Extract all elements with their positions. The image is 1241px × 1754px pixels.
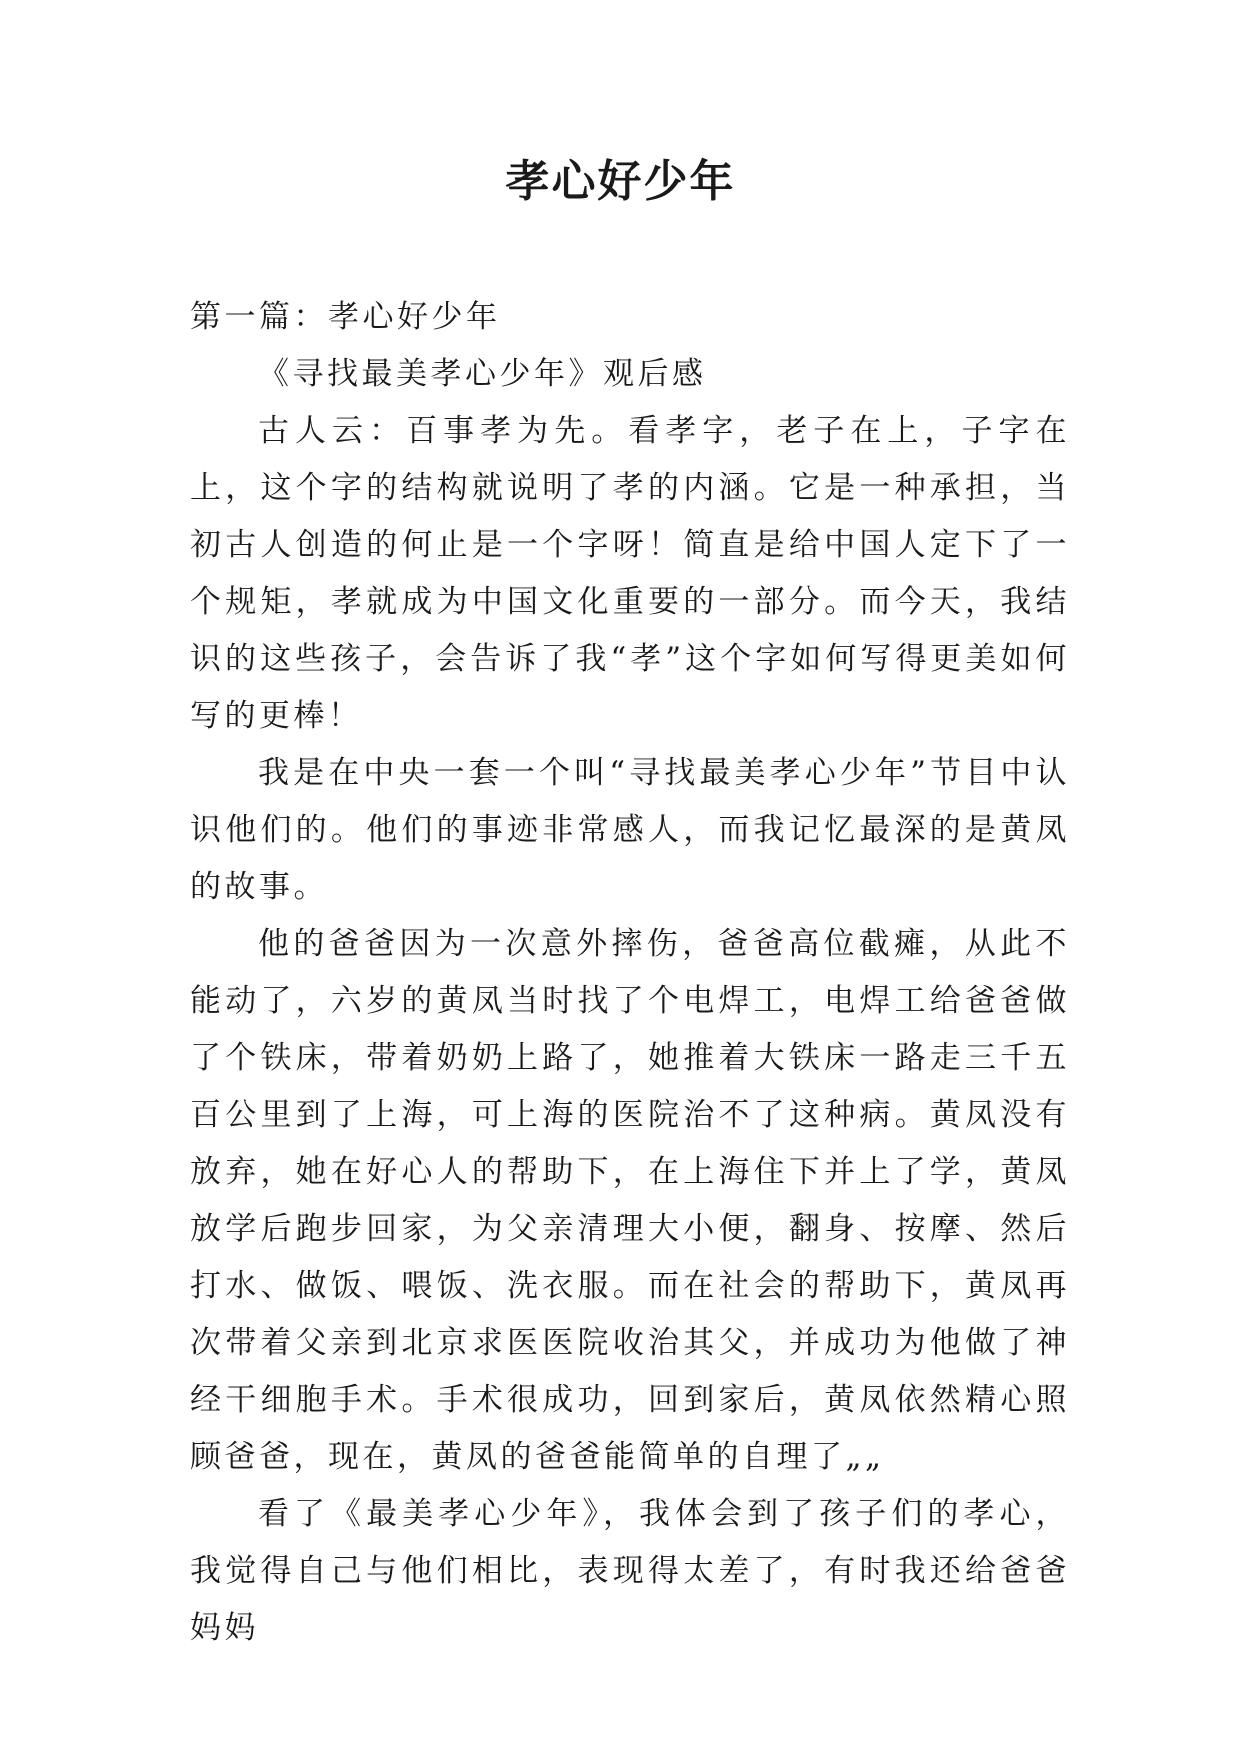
paragraph: 看了《最美孝心少年》，我体会到了孩子们的孝心，我觉得自己与他们相比，表现得太差了，有时我还给爸爸妈妈: [190, 1496, 1070, 1646]
document-title: 孝心好少年: [505, 156, 736, 207]
paragraph: 古人云：百事孝为先。看孝字，老子在上，子字在上，这个字的结构就说明了孝的内涵。它是一种承担，当初古人创造的何止是一个字呀！简直是给中国人定下了一个规矩，孝就成为中国文化重要的一部分。而今天，我结识的这些孩子，会告诉了我“孝”这个字如何写得更美如何写的更棒！: [190, 413, 1070, 734]
paragraph: 我是在中央一套一个叫“寻找最美孝心少年”节目中认识他们的。他们的事迹非常感人，而我记忆最深的是黄凤的故事。: [190, 755, 1070, 905]
subtitle: 《寻找最美孝心少年》观后感: [258, 356, 707, 392]
section-heading: 第一篇：孝心好少年: [190, 299, 501, 335]
document-body: [190, 289, 1070, 1657]
paragraph: 他的爸爸因为一次意外摔伤，爸爸高位截瘫，从此不能动了，六岁的黄凤当时找了个电焊工，电焊工给爸爸做了个铁床，带着奶奶上路了，她推着大铁床一路走三千五百公里到了上海，可上海的医院治不了这种病。黄凤没有放弃，她在好心人的帮助下，在上海住下并上了学，黄凤放学后跑步回家，为父亲清理大小便，翻身、按摩、然后打水、做饭、喂饭、洗衣服。而在社会的帮助下，黄凤再次带着父亲到北京求医医院收治其父，并成功为他做了神经干细胞手术。手术很成功，回到家后，黄凤依然精心照顾爸爸，现在，黄凤的爸爸能简单的自理了„„: [190, 926, 1070, 1475]
